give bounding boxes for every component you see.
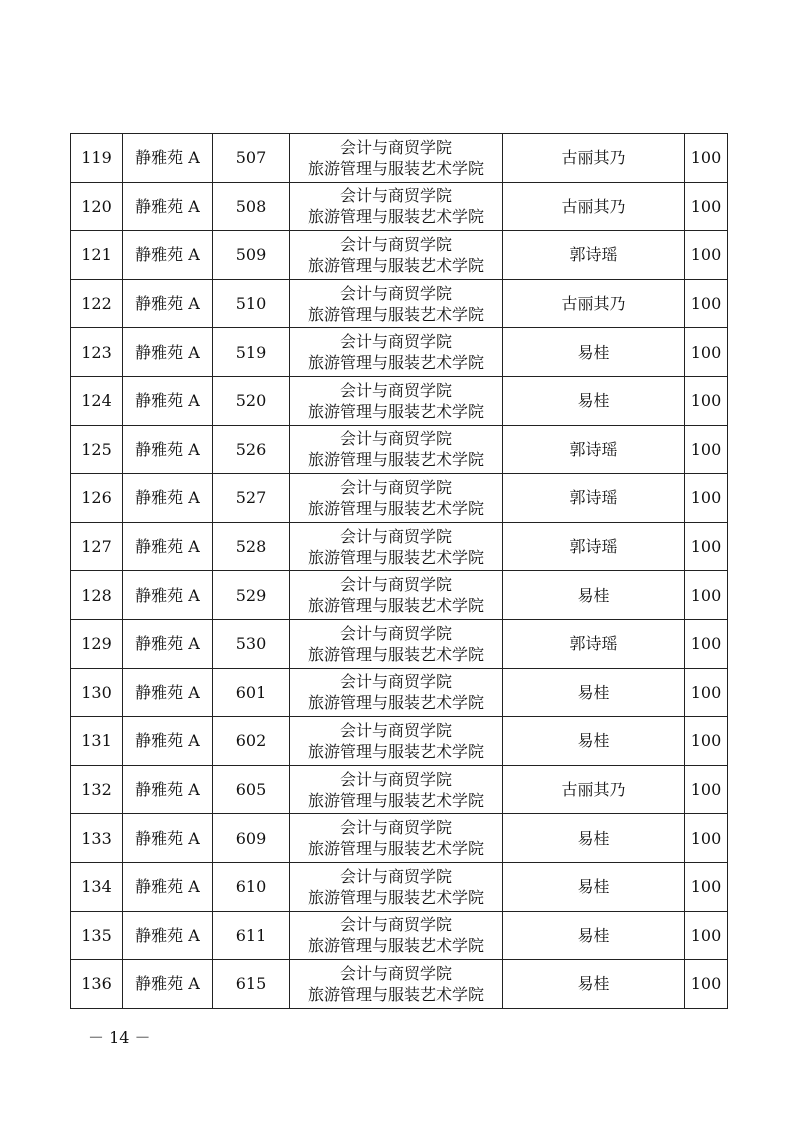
building-cell: 静雅苑 A (123, 522, 213, 571)
row-number-cell: 121 (71, 231, 123, 280)
building-cell: 静雅苑 A (123, 182, 213, 231)
page-number: － 14 － (88, 1028, 151, 1047)
college-line-2: 旅游管理与服装艺术学院 (307, 207, 484, 227)
building-cell: 静雅苑 A (123, 862, 213, 911)
college-line-2: 旅游管理与服装艺术学院 (307, 741, 484, 761)
college-line-2: 旅游管理与服装艺术学院 (307, 887, 484, 907)
college-line-1: 会计与商贸学院 (339, 769, 452, 789)
room-number-cell: 507 (213, 134, 290, 183)
score-cell: 100 (685, 619, 728, 668)
room-number-cell: 605 (213, 765, 290, 814)
inspector-name-cell: 易桂 (503, 571, 685, 620)
college-line-2: 旅游管理与服装艺术学院 (307, 936, 484, 956)
college-cell (290, 619, 503, 668)
college-cell (290, 182, 503, 231)
score-cell: 100 (685, 571, 728, 620)
row-number-cell: 131 (71, 717, 123, 766)
college-line-2: 旅游管理与服装艺术学院 (307, 304, 484, 324)
table-row (71, 182, 728, 231)
college-cell (290, 668, 503, 717)
building-cell: 静雅苑 A (123, 668, 213, 717)
college-line-1: 会计与商贸学院 (339, 526, 452, 546)
inspector-name-cell: 易桂 (503, 960, 685, 1009)
college-line-2: 旅游管理与服装艺术学院 (307, 158, 484, 178)
college-line-1: 会计与商贸学院 (339, 283, 452, 303)
room-number-cell: 601 (213, 668, 290, 717)
college-line-1: 会计与商贸学院 (339, 672, 452, 692)
row-number-cell: 120 (71, 182, 123, 231)
score-cell: 100 (685, 960, 728, 1009)
row-number-cell: 129 (71, 619, 123, 668)
dormitory-table (70, 133, 728, 1009)
college-line-1: 会计与商贸学院 (339, 332, 452, 352)
table-row (71, 522, 728, 571)
room-number-cell: 615 (213, 960, 290, 1009)
college-line-1: 会计与商贸学院 (339, 186, 452, 206)
college-cell (290, 231, 503, 280)
table-row (71, 862, 728, 911)
row-number-cell: 125 (71, 425, 123, 474)
room-number-cell: 520 (213, 376, 290, 425)
college-line-1: 会计与商贸学院 (339, 866, 452, 886)
inspector-name-cell: 郭诗瑶 (503, 474, 685, 523)
inspector-name-cell: 易桂 (503, 911, 685, 960)
room-number-cell: 528 (213, 522, 290, 571)
inspector-name-cell: 易桂 (503, 376, 685, 425)
room-number-cell: 510 (213, 279, 290, 328)
table-row (71, 425, 728, 474)
college-cell (290, 765, 503, 814)
college-cell (290, 425, 503, 474)
college-line-2: 旅游管理与服装艺术学院 (307, 596, 484, 616)
inspector-name-cell: 易桂 (503, 814, 685, 863)
college-line-2: 旅游管理与服装艺术学院 (307, 790, 484, 810)
building-cell: 静雅苑 A (123, 765, 213, 814)
building-cell: 静雅苑 A (123, 911, 213, 960)
score-cell: 100 (685, 279, 728, 328)
college-line-2: 旅游管理与服装艺术学院 (307, 693, 484, 713)
college-line-1: 会计与商贸学院 (339, 575, 452, 595)
score-cell: 100 (685, 911, 728, 960)
college-line-1: 会计与商贸学院 (339, 623, 452, 643)
score-cell: 100 (685, 182, 728, 231)
college-line-2: 旅游管理与服装艺术学院 (307, 839, 484, 859)
table-row (71, 376, 728, 425)
college-line-2: 旅游管理与服装艺术学院 (307, 547, 484, 567)
college-cell (290, 474, 503, 523)
table-body (71, 134, 728, 1009)
room-number-cell: 527 (213, 474, 290, 523)
building-cell: 静雅苑 A (123, 717, 213, 766)
row-number-cell: 128 (71, 571, 123, 620)
college-line-1: 会计与商贸学院 (339, 720, 452, 740)
room-number-cell: 509 (213, 231, 290, 280)
inspector-name-cell: 易桂 (503, 717, 685, 766)
inspector-name-cell: 古丽其乃 (503, 279, 685, 328)
room-number-cell: 530 (213, 619, 290, 668)
score-cell: 100 (685, 668, 728, 717)
room-number-cell: 611 (213, 911, 290, 960)
inspector-name-cell: 古丽其乃 (503, 134, 685, 183)
row-number-cell: 136 (71, 960, 123, 1009)
building-cell: 静雅苑 A (123, 960, 213, 1009)
score-cell: 100 (685, 474, 728, 523)
row-number-cell: 134 (71, 862, 123, 911)
college-line-1: 会计与商贸学院 (339, 963, 452, 983)
table-row (71, 668, 728, 717)
row-number-cell: 133 (71, 814, 123, 863)
table-row (71, 814, 728, 863)
table-row (71, 328, 728, 377)
college-line-1: 会计与商贸学院 (339, 137, 452, 157)
room-number-cell: 526 (213, 425, 290, 474)
room-number-cell: 519 (213, 328, 290, 377)
college-line-1: 会计与商贸学院 (339, 234, 452, 254)
building-cell: 静雅苑 A (123, 425, 213, 474)
room-number-cell: 609 (213, 814, 290, 863)
building-cell: 静雅苑 A (123, 474, 213, 523)
college-line-2: 旅游管理与服装艺术学院 (307, 498, 484, 518)
building-cell: 静雅苑 A (123, 279, 213, 328)
college-line-1: 会计与商贸学院 (339, 477, 452, 497)
row-number-cell: 127 (71, 522, 123, 571)
score-cell: 100 (685, 522, 728, 571)
table-row (71, 571, 728, 620)
row-number-cell: 119 (71, 134, 123, 183)
college-line-2: 旅游管理与服装艺术学院 (307, 401, 484, 421)
row-number-cell: 126 (71, 474, 123, 523)
table-row (71, 717, 728, 766)
score-cell: 100 (685, 134, 728, 183)
college-cell (290, 134, 503, 183)
college-line-1: 会计与商贸学院 (339, 429, 452, 449)
building-cell: 静雅苑 A (123, 571, 213, 620)
row-number-cell: 135 (71, 911, 123, 960)
row-number-cell: 132 (71, 765, 123, 814)
building-cell: 静雅苑 A (123, 231, 213, 280)
college-cell (290, 814, 503, 863)
score-cell: 100 (685, 376, 728, 425)
table-row (71, 474, 728, 523)
college-cell (290, 960, 503, 1009)
inspector-name-cell: 易桂 (503, 328, 685, 377)
inspector-name-cell: 易桂 (503, 862, 685, 911)
college-cell (290, 328, 503, 377)
college-line-2: 旅游管理与服装艺术学院 (307, 353, 484, 373)
college-line-2: 旅游管理与服装艺术学院 (307, 644, 484, 664)
inspector-name-cell: 古丽其乃 (503, 182, 685, 231)
room-number-cell: 529 (213, 571, 290, 620)
row-number-cell: 123 (71, 328, 123, 377)
college-cell (290, 717, 503, 766)
college-line-1: 会计与商贸学院 (339, 915, 452, 935)
inspector-name-cell: 郭诗瑶 (503, 231, 685, 280)
inspector-name-cell: 易桂 (503, 668, 685, 717)
college-cell (290, 376, 503, 425)
score-cell: 100 (685, 425, 728, 474)
college-cell (290, 911, 503, 960)
table-row (71, 765, 728, 814)
building-cell: 静雅苑 A (123, 134, 213, 183)
college-cell (290, 862, 503, 911)
row-number-cell: 130 (71, 668, 123, 717)
room-number-cell: 602 (213, 717, 290, 766)
row-number-cell: 124 (71, 376, 123, 425)
table-row (71, 911, 728, 960)
score-cell: 100 (685, 814, 728, 863)
score-cell: 100 (685, 765, 728, 814)
row-number-cell: 122 (71, 279, 123, 328)
building-cell: 静雅苑 A (123, 376, 213, 425)
table-row (71, 279, 728, 328)
college-line-2: 旅游管理与服装艺术学院 (307, 450, 484, 470)
inspector-name-cell: 郭诗瑶 (503, 619, 685, 668)
college-cell (290, 279, 503, 328)
inspector-name-cell: 郭诗瑶 (503, 522, 685, 571)
score-cell: 100 (685, 717, 728, 766)
room-number-cell: 508 (213, 182, 290, 231)
building-cell: 静雅苑 A (123, 619, 213, 668)
college-line-1: 会计与商贸学院 (339, 380, 452, 400)
table-row (71, 960, 728, 1009)
building-cell: 静雅苑 A (123, 328, 213, 377)
room-number-cell: 610 (213, 862, 290, 911)
inspector-name-cell: 古丽其乃 (503, 765, 685, 814)
score-cell: 100 (685, 328, 728, 377)
table-row (71, 619, 728, 668)
table-row (71, 134, 728, 183)
table-row (71, 231, 728, 280)
building-cell: 静雅苑 A (123, 814, 213, 863)
college-cell (290, 571, 503, 620)
college-line-1: 会计与商贸学院 (339, 818, 452, 838)
score-cell: 100 (685, 231, 728, 280)
college-cell (290, 522, 503, 571)
inspector-name-cell: 郭诗瑶 (503, 425, 685, 474)
college-line-2: 旅游管理与服装艺术学院 (307, 984, 484, 1004)
college-line-2: 旅游管理与服装艺术学院 (307, 255, 484, 275)
score-cell: 100 (685, 862, 728, 911)
